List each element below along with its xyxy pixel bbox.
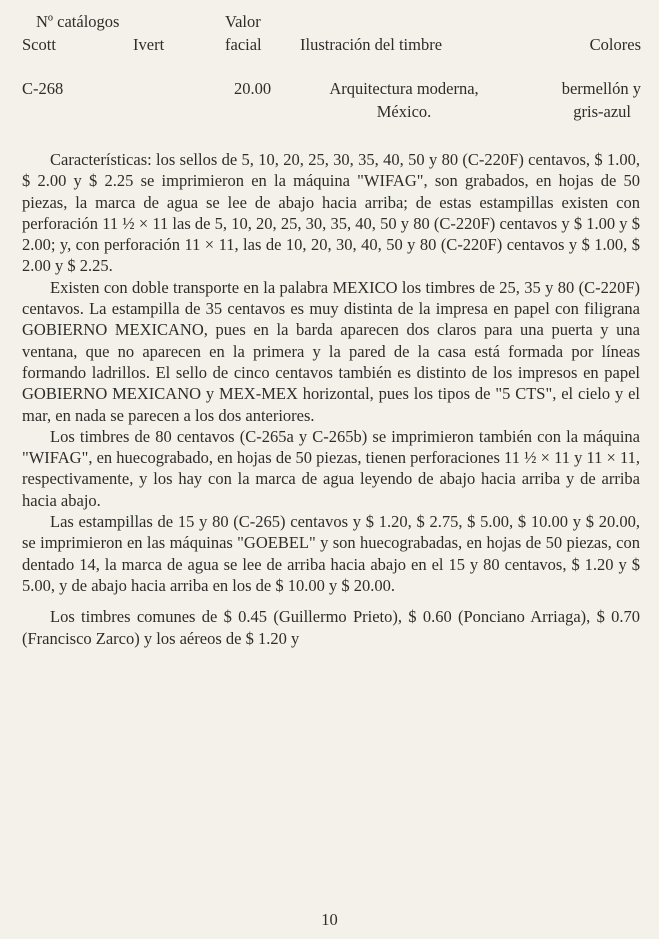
- paragraph-timbres-comunes: Los timbres comunes de $ 0.45 (Guillermo Prieto), $ 0.60 (Ponciano Arriaga), $ 0.70 (Francisco Zarco) y los aéreos de $ 1.20 y: [22, 607, 640, 648]
- ivert-label: Ivert: [133, 35, 165, 54]
- valor-label: Valor: [225, 12, 261, 31]
- illustration-label: Ilustración del timbre: [300, 35, 443, 54]
- facial-label: facial: [225, 35, 262, 54]
- catalog-label: Nº catálogos: [36, 12, 120, 31]
- stamp-illustration-line1: Arquitectura moderna,: [329, 79, 479, 98]
- stamp-colors: [562, 77, 641, 123]
- illustration-header: [300, 33, 442, 56]
- stamp-colors-line1: bermellón y: [561, 79, 641, 98]
- paragraph-caracteristicas: Características: los sellos de 5, 10, 20, 25, 30, 35, 40, 50 y 80 (C-220F) centavos, $ 1.00, $ 2.00 y $ 2.25 se imprimieron en la máquina "WIFAG", son grabados, en hojas de 50 piezas, la marca de agua se lee de abajo hacia arriba; de estas estampillas existen con perforación 11 ½ × 11 las de 5, 10, 20, 25, 30, 35, 40, 50 y 80 (C-220F) centavos y $ 1.00 y $ 2.00; y, con perforación 11 × 11, las de 10, 20, 30, 40, 50 y 80 (C-220F) centavos y $ 1.00, $ 2.00 y $ 2.25.: [22, 150, 640, 276]
- stamp-illustration: [305, 77, 503, 123]
- paragraph-wifag: Los timbres de 80 centavos (C-265a y C-265b) se imprimieron también con la máquina "WIFAG", en huecograbado, en hojas de 50 piezas, tienen perforaciones 11 ½ × 11 y 11 × 11, respectivamente, y los hay con la marca de agua leyendo de abajo hacia arriba y de arriba hacia abajo.: [22, 426, 640, 510]
- stamp-colors-line2: gris-azul: [573, 102, 631, 121]
- stamp-face-value: 20.00: [234, 79, 272, 98]
- scott-label: Scott: [22, 35, 56, 54]
- colors-label: Colores: [589, 35, 641, 54]
- ivert-header: [133, 33, 164, 56]
- stamp-illustration-line2: México.: [376, 102, 432, 121]
- catalog-header: [22, 10, 119, 56]
- page-number: 10: [321, 910, 338, 929]
- stamp-catalog-no: C-268: [22, 79, 64, 98]
- body-text: [22, 149, 640, 649]
- paragraph-doble-transporte: Existen con doble transporte en la palabra MEXICO los timbres de 25, 35 y 80 (C-220F) centavos. La estampilla de 35 centavos es muy distinta de la impresa en papel con filigrana GOBIERNO MEXICANO, pues en la barda aparecen dos claros para una puerta y una ventana, que no aparecen en la primera y la pared de la casa está formada por líneas formando ladrillos. El sello de cinco centavos también es distinto de los impresos en papel GOBIERNO MEXICANO y MEX-MEX horizontal, pues los tipos de "5 CTS", el cielo y el mar, en nada se parecen a los dos anteriores.: [22, 277, 640, 425]
- colors-header: [590, 33, 641, 56]
- valor-header: [225, 10, 262, 56]
- paragraph-goebel: Las estampillas de 15 y 80 (C-265) centavos y $ 1.20, $ 2.75, $ 5.00, $ 10.00 y $ 20.00, se imprimieron en las máquinas "GOEBEL" y son huecograbadas, en hojas de 50 piezas, con dentado 14, la marca de agua se lee de arriba hacia abajo en el 15 y 80 centavos, $ 1.20 y $ 5.00, y de abajo hacia arriba en los de $ 10.00 y $ 20.00.: [22, 512, 640, 595]
